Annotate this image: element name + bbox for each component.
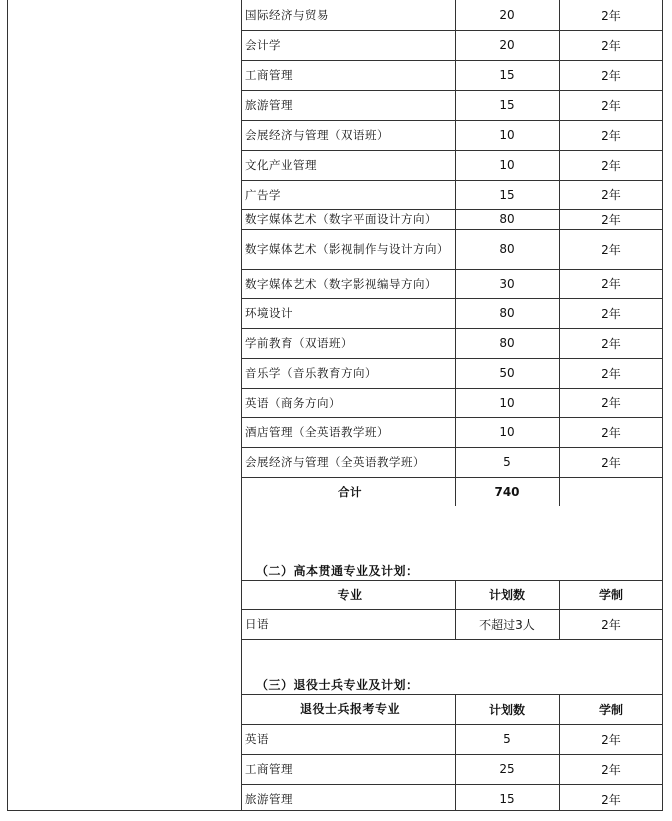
major-name: 学前教育（双语班） — [245, 336, 353, 350]
header-duration: 学制 — [598, 702, 623, 717]
plan-count: 10 — [499, 395, 515, 410]
total-label: 合计 — [338, 484, 362, 499]
major-name: 旅游管理 — [245, 98, 293, 112]
major-name: 广告学 — [245, 187, 281, 202]
plan-count: 5 — [503, 732, 511, 746]
plan-count: 30 — [499, 276, 515, 291]
study-duration: 2年 — [601, 277, 621, 291]
plan-count: 25 — [499, 762, 515, 776]
row-divider — [241, 639, 663, 640]
plan-count: 10 — [499, 425, 515, 439]
header-count: 计划数 — [488, 702, 525, 717]
header-duration: 学制 — [598, 588, 623, 602]
study-duration: 2年 — [601, 366, 621, 381]
major-name: 工商管理 — [245, 68, 293, 82]
major-name: 工商管理 — [245, 762, 293, 776]
header-count: 计划数 — [488, 588, 525, 602]
major-name: 酒店管理（全英语教学班） — [245, 425, 389, 439]
plan-count: 80 — [499, 336, 515, 350]
study-duration: 2年 — [601, 158, 621, 173]
study-duration: 2年 — [601, 336, 621, 351]
column-divider — [455, 580, 456, 639]
major-name: 旅游管理 — [245, 792, 293, 806]
plan-count: 20 — [499, 38, 515, 52]
plan-count: 15 — [499, 68, 515, 82]
plan-count: 80 — [499, 212, 515, 226]
major-name: 数字媒体艺术（影视制作与设计方向） — [245, 242, 449, 256]
header-major: 退役士兵报考专业 — [299, 702, 400, 716]
study-duration: 2年 — [601, 98, 621, 113]
study-duration: 2年 — [601, 425, 621, 440]
column-divider — [559, 694, 560, 811]
column-divider — [455, 0, 456, 506]
major-name: 英语（商务方向） — [245, 395, 341, 410]
study-duration: 2年 — [601, 188, 621, 202]
section-title: （三）退役士兵专业及计划： — [256, 678, 419, 692]
major-name: 会展经济与管理（双语班） — [245, 128, 389, 142]
plan-count: 20 — [499, 8, 515, 22]
major-name: 数字媒体艺术（数字平面设计方向） — [245, 212, 437, 226]
study-duration: 2年 — [601, 396, 621, 410]
column-divider — [455, 694, 456, 811]
plan-count: 10 — [499, 128, 515, 142]
plan-count: 10 — [499, 158, 515, 172]
plan-count: 15 — [499, 792, 515, 806]
study-duration: 2年 — [601, 306, 621, 321]
column-divider — [559, 580, 560, 639]
header-major: 专业 — [337, 587, 363, 602]
column-divider — [559, 0, 560, 506]
study-duration: 2年 — [601, 212, 621, 227]
plan-count: 80 — [499, 242, 515, 256]
plan-count: 不超过3人 — [479, 617, 535, 632]
plan-count: 50 — [499, 366, 515, 380]
major-name: 日语 — [245, 617, 269, 631]
study-duration: 2年 — [601, 128, 621, 143]
major-name: 环境设计 — [245, 306, 293, 320]
major-name: 文化产业管理 — [245, 158, 317, 172]
major-name: 国际经济与贸易 — [245, 8, 329, 22]
study-duration: 2年 — [601, 792, 621, 807]
study-duration: 2年 — [601, 242, 621, 257]
study-duration: 2年 — [601, 38, 621, 53]
section-title: （二）高本贯通专业及计划： — [256, 564, 419, 578]
major-name: 英语 — [245, 732, 269, 746]
study-duration: 2年 — [601, 732, 621, 747]
study-duration: 2年 — [601, 8, 621, 23]
study-duration: 2年 — [601, 617, 621, 632]
study-duration: 2年 — [601, 455, 621, 470]
study-duration: 2年 — [601, 762, 621, 777]
plan-count: 80 — [499, 306, 515, 320]
plan-count: 15 — [499, 98, 515, 112]
major-name: 会展经济与管理（全英语教学班） — [245, 455, 425, 469]
major-name: 会计学 — [245, 38, 281, 52]
plan-count: 15 — [499, 187, 515, 202]
study-duration: 2年 — [601, 68, 621, 83]
major-name: 数字媒体艺术（数字影视编导方向） — [245, 276, 437, 291]
plan-count: 5 — [503, 455, 511, 469]
major-name: 音乐学（音乐教育方向） — [245, 366, 377, 380]
total-value: 740 — [494, 484, 520, 499]
